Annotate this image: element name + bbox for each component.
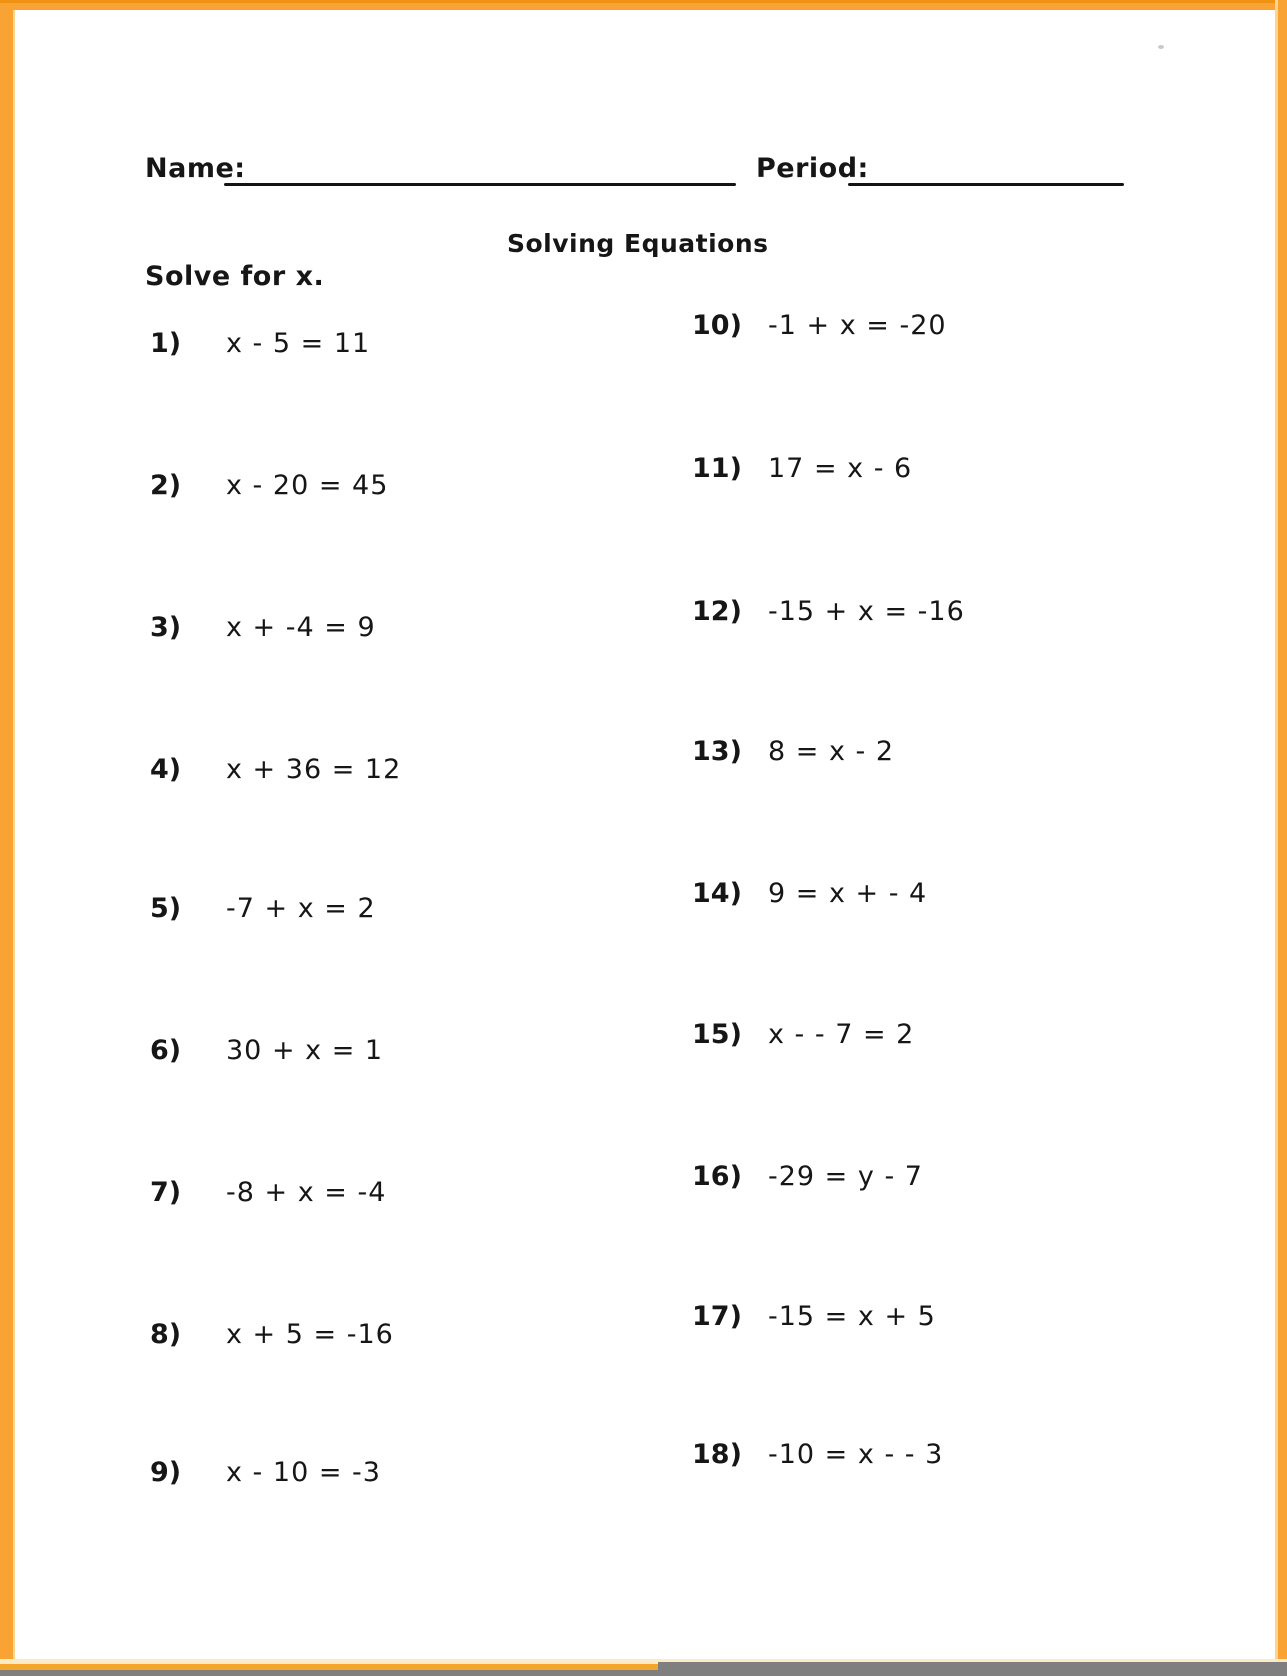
problem-row xyxy=(150,1177,386,1208)
problem-number: 3) xyxy=(150,612,182,643)
problem-number: 7) xyxy=(150,1177,182,1208)
problem-equation: x - 20 = 45 xyxy=(226,470,389,501)
problem-equation: 30 + x = 1 xyxy=(226,1035,384,1066)
problem-equation: x - 10 = -3 xyxy=(226,1457,381,1488)
period-blank-line xyxy=(848,183,1124,186)
frame-right-border xyxy=(1278,0,1287,1676)
scanner-gray-bar xyxy=(658,1662,1287,1676)
problem-row xyxy=(150,893,376,924)
problem-number: 12) xyxy=(692,596,742,627)
problem-number: 4) xyxy=(150,754,182,785)
problem-equation: 17 = x - 6 xyxy=(768,453,913,484)
problem-row xyxy=(692,878,927,909)
problem-equation: 8 = x - 2 xyxy=(768,736,895,767)
problem-row xyxy=(150,1035,383,1066)
problem-equation: -7 + x = 2 xyxy=(226,893,376,924)
problem-number: 8) xyxy=(150,1319,182,1350)
period-label: Period: xyxy=(756,153,869,184)
frame-left-border xyxy=(0,0,13,1676)
problem-number: 15) xyxy=(692,1019,742,1050)
problem-number: 9) xyxy=(150,1457,182,1488)
problem-number: 14) xyxy=(692,878,742,909)
problem-row xyxy=(692,453,912,484)
problem-equation: -8 + x = -4 xyxy=(226,1177,387,1208)
frame-left-inner-edge xyxy=(13,0,15,1676)
problem-row xyxy=(150,612,376,643)
problem-row xyxy=(692,596,965,627)
problem-equation: -10 = x - - 3 xyxy=(768,1439,944,1470)
problem-number: 6) xyxy=(150,1035,182,1066)
problem-equation: -29 = y - 7 xyxy=(768,1161,923,1192)
problem-equation: x + -4 = 9 xyxy=(226,612,376,643)
problem-number: 5) xyxy=(150,893,182,924)
instruction-text: Solve for x. xyxy=(145,261,325,292)
problem-equation: -15 = x + 5 xyxy=(768,1301,936,1332)
name-blank-line xyxy=(224,183,736,186)
worksheet-title: Solving Equations xyxy=(507,229,769,258)
problem-equation: x + 5 = -16 xyxy=(226,1319,394,1350)
problem-number: 16) xyxy=(692,1161,742,1192)
problem-equation: 9 = x + - 4 xyxy=(768,878,928,909)
problem-number: 2) xyxy=(150,470,182,501)
problem-row xyxy=(692,1439,943,1470)
problem-equation: x - - 7 = 2 xyxy=(768,1019,915,1050)
frame-top-border xyxy=(0,0,1287,10)
problem-number: 17) xyxy=(692,1301,742,1332)
problem-number: 1) xyxy=(150,328,182,359)
problem-row xyxy=(692,1019,914,1050)
problem-number: 11) xyxy=(692,453,742,484)
name-label: Name: xyxy=(145,153,246,184)
problem-equation: x - 5 = 11 xyxy=(226,328,371,359)
scan-artifact-dot xyxy=(1158,45,1164,49)
problem-row xyxy=(692,1301,936,1332)
problem-row xyxy=(150,754,401,785)
problem-row xyxy=(692,310,947,341)
problem-equation: -1 + x = -20 xyxy=(768,310,947,341)
problem-number: 10) xyxy=(692,310,742,341)
problem-row xyxy=(150,470,388,501)
problem-row xyxy=(692,736,894,767)
problem-equation: -15 + x = -16 xyxy=(768,596,965,627)
problem-row xyxy=(150,1457,381,1488)
problem-row xyxy=(150,328,370,359)
problem-number: 13) xyxy=(692,736,742,767)
problem-number: 18) xyxy=(692,1439,742,1470)
problem-row xyxy=(692,1161,923,1192)
problem-equation: x + 36 = 12 xyxy=(226,754,402,785)
problem-row xyxy=(150,1319,394,1350)
